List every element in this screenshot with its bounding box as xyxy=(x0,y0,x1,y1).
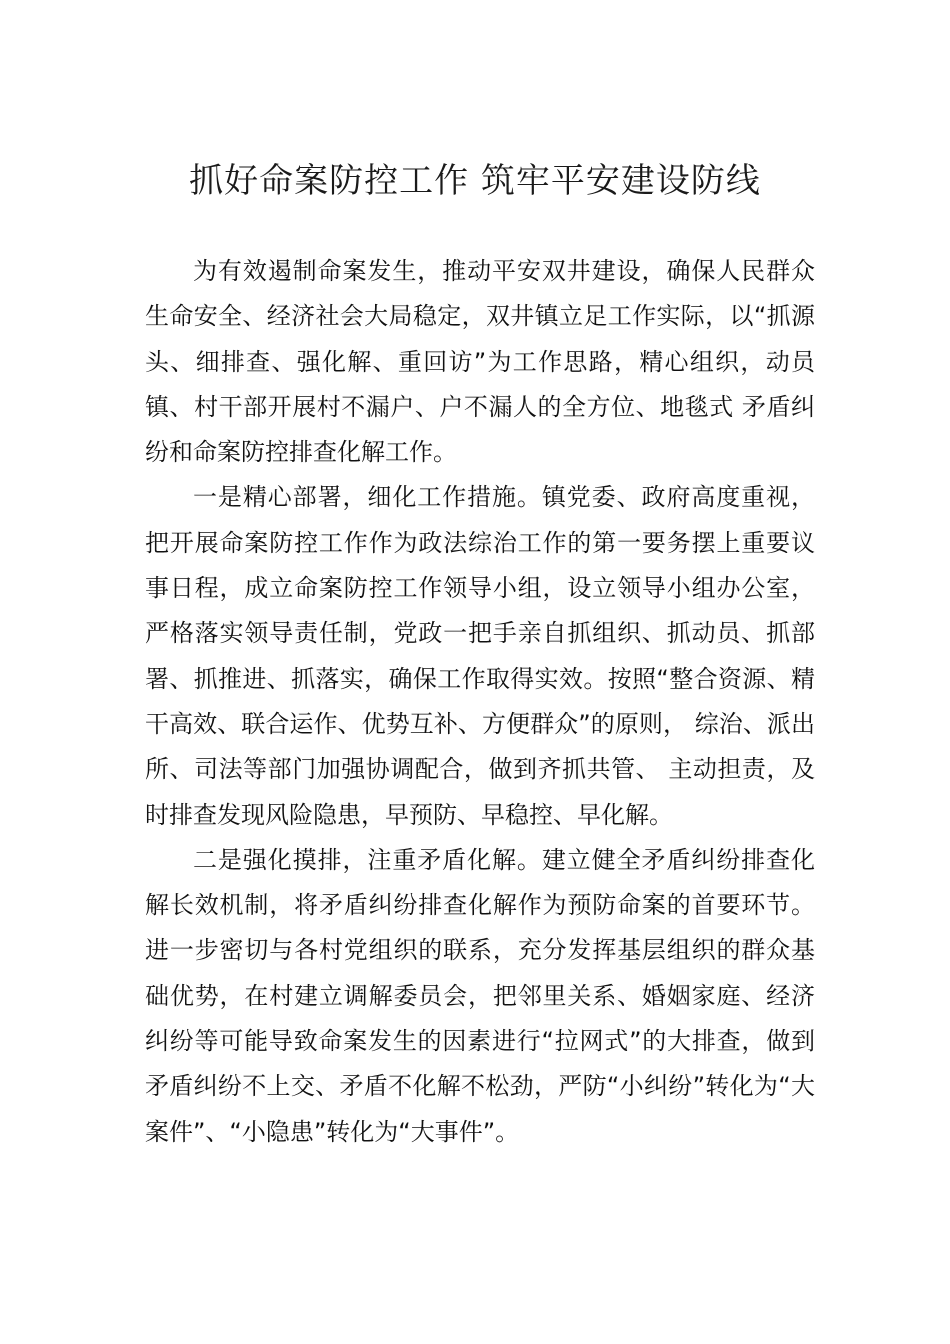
paragraph-intro: 为有效遏制命案发生，推动平安双井建设，确保人民群众生命安全、经济社会大局稳定，双井镇立足工作实际，以“抓源头、细排查、强化解、重回访”为工作思路，精心组织，动员镇、村干部开展村不漏户、户不漏人的全方位、地毯式 矛盾纠纷和命案防控排查化解工作。 xyxy=(145,257,815,467)
paragraph-deployment: 一是精心部署，细化工作措施。镇党委、政府高度重视，把开展命案防控工作作为政法综治工作的第一要务摆上重要议事日程，成立命案防控工作领导小组，设立领导小组办公室，严格落实领导责任制，党政一把手亲自抓组织、抓动员、抓部署、抓推进、抓落实，确保工作取得实效。按照“整合资源、精干高效、联合运作、优势互补、方便群众”的原则， 综治、派出所、司法等部门加强协调配合，做到齐抓共管、 主动担责，及时排查发现风险隐患，早预防、早稳控、早化解。 xyxy=(145,483,815,829)
document-title: 抓好命案防控工作 筑牢平安建设防线 xyxy=(189,161,761,201)
document-body xyxy=(145,249,815,1155)
paragraph-investigation: 二是强化摸排，注重矛盾化解。建立健全矛盾纠纷排查化解长效机制，将矛盾纠纷排查化解作为预防命案的首要环节。进一步密切与各村党组织的联系，充分发挥基层组织的群众基础优势，在村建立调解委员会，把邻里关系、婚姻家庭、经济纠纷等可能导致命案发生的因素进行“拉网式”的大排查，做到矛盾纠纷不上交、矛盾不化解不松劲，严防“小纠纷”转化为“大案件”、“小隐患”转化为“大事件”。 xyxy=(145,845,815,1146)
